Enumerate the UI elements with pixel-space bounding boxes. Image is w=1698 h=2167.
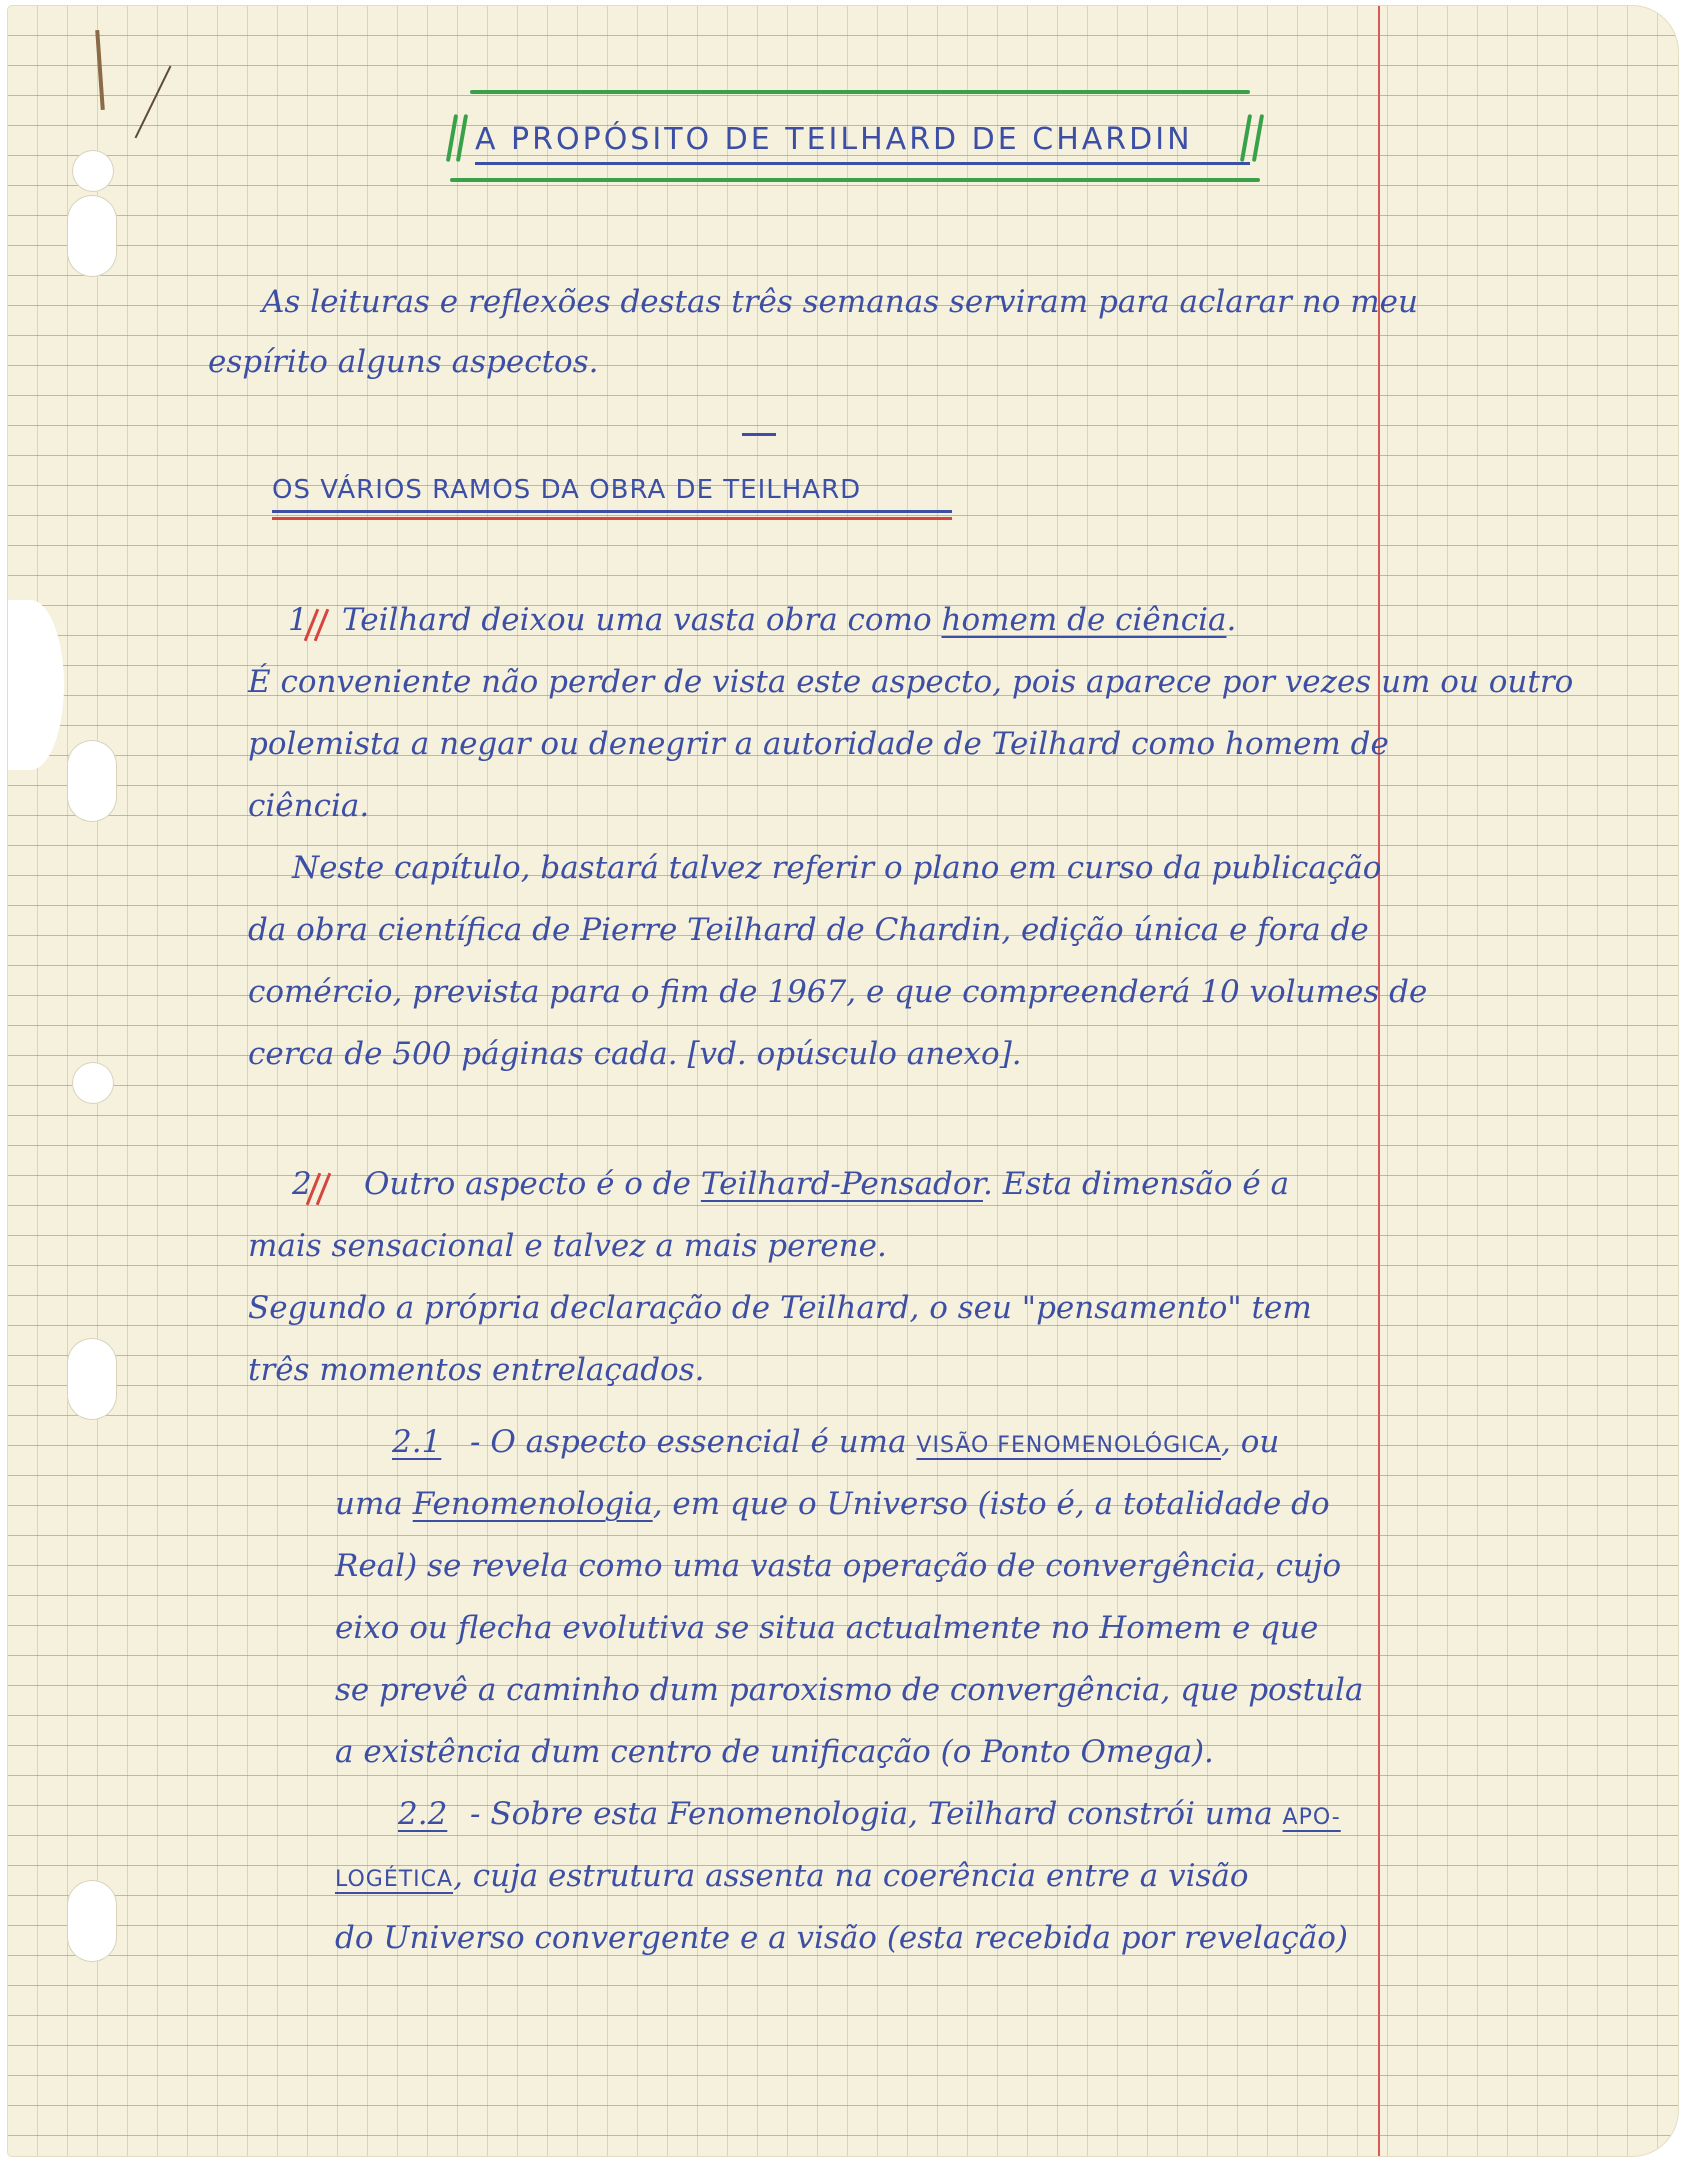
title-underline <box>475 162 1250 165</box>
punch-hole <box>67 740 117 822</box>
item2-first-line: Outro aspecto é o de Teilhard-Pensador. Esta dimensão é a <box>364 1166 1290 1202</box>
sub21-first-line: - O aspecto essencial é uma VISÃO FENOMENOLÓGICA, ou <box>470 1424 1280 1460</box>
punch-hole <box>72 1062 114 1104</box>
sub21-line: Real) se revela como uma vasta operação de convergência, cujo <box>335 1548 1342 1584</box>
item1-line: É conveniente não perder de vista este aspecto, pois aparece por vezes um ou outro <box>248 664 1574 700</box>
sub21-line: eixo ou flecha evolutiva se situa actualmente no Homem e que <box>335 1610 1319 1646</box>
item1-line: da obra científica de Pierre Teilhard de Chardin, edição única e fora de <box>248 912 1369 948</box>
sub22-line: do Universo convergente e a visão (esta recebida por revelação) <box>335 1920 1348 1956</box>
sub21-line: se prevê a caminho dum paroxismo de convergência, que postula <box>335 1672 1364 1708</box>
item1-line: polemista a negar ou denegrir a autoridade de Teilhard como homem de <box>248 726 1389 762</box>
caps-emphasis: APO- <box>1282 1805 1341 1830</box>
sub22-second-line: LOGÉTICA, cuja estrutura assenta na coerência entre a visão <box>335 1858 1249 1894</box>
item2-line: Segundo a própria declaração de Teilhard, o seu "pensamento" tem <box>248 1290 1312 1326</box>
item1-line: ciência. <box>248 788 370 824</box>
item1-line: comércio, prevista para o fim de 1967, e que compreenderá 10 volumes de <box>248 974 1428 1010</box>
item1-line: cerca de 500 páginas cada. [vd. opúsculo anexo]. <box>248 1036 1022 1072</box>
intro-line: As leituras e reflexões destas três semanas serviram para aclarar no meu <box>262 284 1418 320</box>
heading-underline <box>272 510 952 513</box>
item1-line: Neste capítulo, bastará talvez referir o plano em curso da publicação <box>292 850 1382 886</box>
caps-emphasis: VISÃO FENOMENOLÓGICA <box>916 1433 1222 1458</box>
heading-underline-red <box>272 517 952 520</box>
section-heading: OS VÁRIOS RAMOS DA OBRA DE TEILHARD <box>272 475 862 505</box>
sub21-line: a existência dum centro de unificação (o Ponto Omega). <box>335 1734 1214 1770</box>
punch-hole <box>72 150 114 192</box>
page-title: A PROPÓSITO DE TEILHARD DE CHARDIN <box>475 122 1193 157</box>
sub21-second-line: uma Fenomenologia, em que o Universo (isto é, a totalidade do <box>335 1486 1330 1522</box>
margin-line <box>1378 6 1380 2156</box>
emphasis-text: Fenomenologia <box>412 1486 653 1522</box>
punch-hole <box>67 1338 117 1420</box>
intro-line: espírito alguns aspectos. <box>208 344 599 380</box>
sub22-first-line: - Sobre esta Fenomenologia, Teilhard constrói uma APO- <box>470 1796 1341 1832</box>
sub-number: 2.2 <box>398 1796 448 1832</box>
item2-line: três momentos entrelaçados. <box>248 1352 705 1388</box>
emphasis-text: homem de ciência <box>941 602 1227 638</box>
punch-hole <box>67 195 117 277</box>
punch-hole <box>67 1880 117 1962</box>
emphasis-text: Teilhard-Pensador <box>700 1166 983 1202</box>
caps-emphasis: LOGÉTICA <box>335 1867 454 1892</box>
item-number: 2 <box>292 1166 312 1202</box>
sub-number: 2.1 <box>392 1424 442 1460</box>
item1-first-line: Teilhard deixou uma vasta obra como homem de ciência. <box>342 602 1237 638</box>
item-number: 1 <box>288 602 308 638</box>
item2-line: mais sensacional e talvez a mais perene. <box>248 1228 887 1264</box>
separator-dash <box>742 433 776 436</box>
